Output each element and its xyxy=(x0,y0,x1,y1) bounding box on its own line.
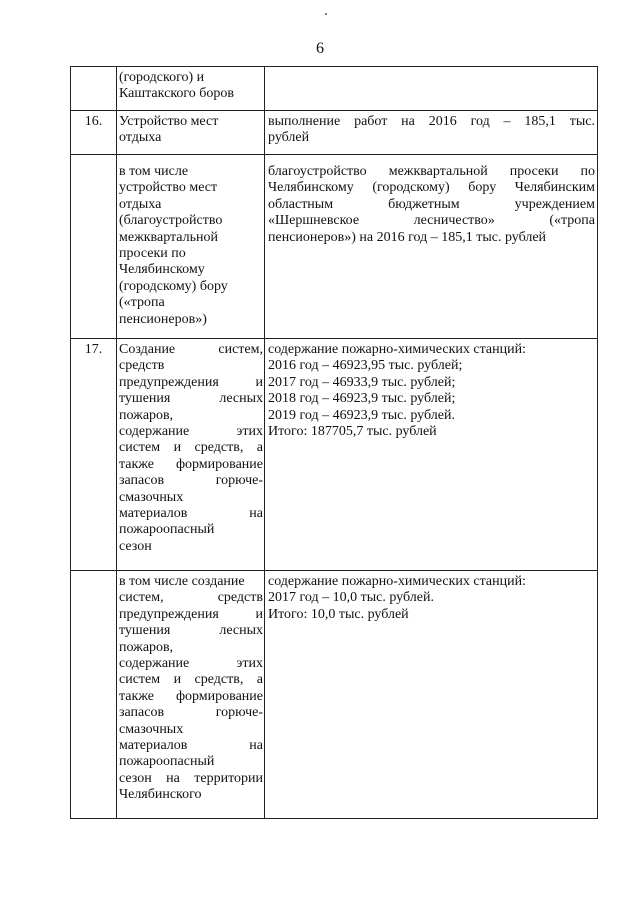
name-line: систем и средств, а xyxy=(119,440,263,456)
name-line: (благоустройство xyxy=(119,213,223,229)
row-number xyxy=(71,67,117,111)
desc-line: выполнение работ на 2016 год – 185,1 тыс. xyxy=(268,114,595,129)
name-line: тушения лесных xyxy=(119,391,263,407)
desc-line: Итого: 187705,7 тыс. рублей xyxy=(268,424,437,440)
name-line: Челябинскому xyxy=(119,262,205,278)
name-line: пожароопасный xyxy=(119,754,215,770)
name-line: запасов горюче- xyxy=(119,473,263,489)
name-line: Устройство мест xyxy=(119,114,219,129)
measure-description xyxy=(265,339,598,571)
name-line: («тропа xyxy=(119,295,165,311)
table-row xyxy=(71,111,598,155)
measure-description xyxy=(265,111,598,155)
name-line: материалов на xyxy=(119,506,263,522)
name-line: содержание этих xyxy=(119,656,263,672)
name-line: отдыха xyxy=(119,196,162,212)
desc-line: Итого: 10,0 тыс. рублей xyxy=(268,606,409,622)
name-line: Создание систем, xyxy=(119,342,263,357)
name-line: в том числе создание xyxy=(119,574,245,589)
measure-name xyxy=(117,571,265,819)
name-line: сезон xyxy=(119,538,152,554)
desc-line: 2016 год – 46923,95 тыс. рублей; xyxy=(268,358,463,374)
name-line: (городского) и xyxy=(119,70,205,85)
name-line: (городскому) бору xyxy=(119,278,228,294)
desc-line: содержание пожарно-химических станций: xyxy=(268,342,526,357)
name-line: систем, средств xyxy=(119,590,263,606)
desc-line: Челябинскому (городскому) бору Челябинским xyxy=(268,180,595,196)
table-row xyxy=(71,67,598,111)
name-line: предупреждения и xyxy=(119,374,263,390)
name-line: межквартальной xyxy=(119,229,218,245)
desc-line: «Шершневское лесничество» («тропа xyxy=(268,213,595,229)
scan-speck xyxy=(325,13,327,15)
desc-line: рублей xyxy=(268,130,310,146)
name-line: содержание этих xyxy=(119,424,263,440)
measure-name xyxy=(117,155,265,339)
measure-name xyxy=(117,67,265,111)
name-line: смазочных xyxy=(119,489,184,505)
desc-line: пенсионеров») на 2016 год – 185,1 тыс. рублей xyxy=(268,229,547,245)
name-line: пенсионеров») xyxy=(119,311,207,327)
desc-line: благоустройство межквартальной просеки по xyxy=(268,164,595,179)
row-number xyxy=(71,571,117,819)
name-line: также формирование xyxy=(119,456,263,472)
table-row xyxy=(71,155,598,339)
name-line: также формирование xyxy=(119,688,263,704)
name-line: тушения лесных xyxy=(119,623,263,639)
name-line: предупреждения и xyxy=(119,606,263,622)
measure-description xyxy=(265,571,598,819)
name-line: запасов горюче- xyxy=(119,705,263,721)
measure-description xyxy=(265,155,598,339)
desc-line: содержание пожарно-химических станций: xyxy=(268,574,526,589)
desc-line: 2017 год – 46933,9 тыс. рублей; xyxy=(268,374,456,390)
desc-line: 2018 год – 46923,9 тыс. рублей; xyxy=(268,391,456,407)
measures-table xyxy=(70,66,598,819)
name-line: материалов на xyxy=(119,738,263,754)
page-number: 6 xyxy=(316,40,324,57)
name-line: в том числе xyxy=(119,164,189,179)
name-line: устройство мест xyxy=(119,180,218,196)
name-line: пожаров, xyxy=(119,407,174,423)
table-row xyxy=(71,571,598,819)
desc-line: 2017 год – 10,0 тыс. рублей. xyxy=(268,590,434,606)
name-line: систем и средств, а xyxy=(119,672,263,688)
name-line: Каштакского боров xyxy=(119,86,235,102)
name-line: сезон на территории xyxy=(119,770,263,786)
table-row xyxy=(71,339,598,571)
name-line: пожароопасный xyxy=(119,522,215,538)
name-line: Челябинского xyxy=(119,787,202,803)
measure-name xyxy=(117,339,265,571)
row-number: 17. xyxy=(71,339,117,571)
name-line: пожаров, xyxy=(119,639,174,655)
desc-line: 2019 год – 46923,9 тыс. рублей. xyxy=(268,407,455,423)
name-line: просеки по xyxy=(119,246,186,262)
measure-description xyxy=(265,67,598,111)
desc-line: областным бюджетным учреждением xyxy=(268,196,595,212)
name-line: отдыха xyxy=(119,130,162,146)
row-number: 16. xyxy=(71,111,117,155)
measure-name xyxy=(117,111,265,155)
name-line: средств xyxy=(119,358,165,374)
row-number xyxy=(71,155,117,339)
name-line: смазочных xyxy=(119,721,184,737)
